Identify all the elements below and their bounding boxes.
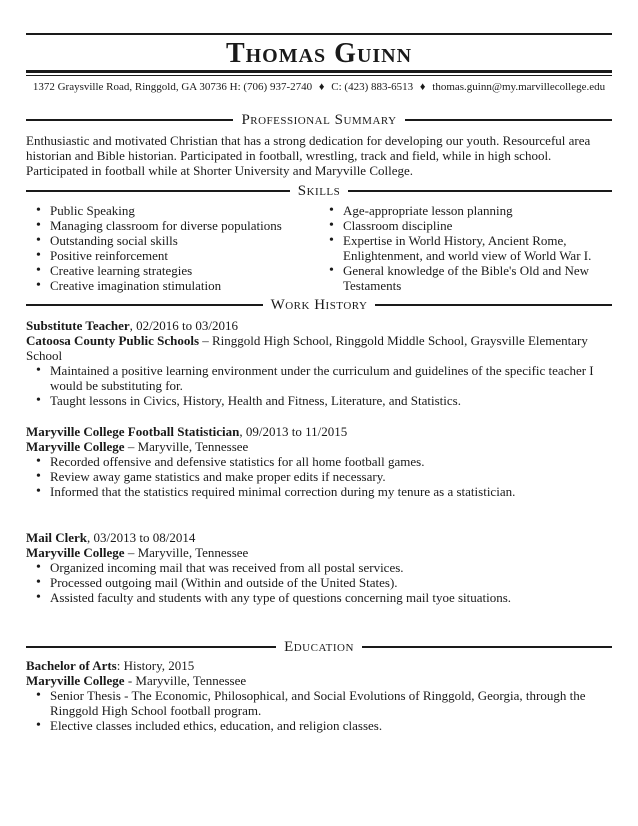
email: thomas.guinn@my.marvillecollege.edu: [432, 81, 606, 93]
candidate-name: Thomas Guinn: [225, 38, 413, 69]
job-location: – Maryville, Tennessee: [124, 545, 249, 560]
work-title: Work History: [270, 296, 368, 313]
job-employer: Catoosa County Public Schools: [26, 333, 199, 348]
job-role: Maryville College Football Statistician: [26, 424, 240, 439]
job-entry: [26, 530, 612, 605]
degree-field: : History, 2015: [116, 658, 195, 673]
summary-text: Enthusiastic and motivated Christian that has a strong dedication for developing our youth. Resourceful area historian and Bible historian. Participated in football, wrestling, track and field, while in high school. Participated in football while at Shorter University and Maryville College.: [26, 133, 591, 178]
skills-heading: [26, 182, 612, 200]
school-location: - Maryville, Tennessee: [124, 673, 247, 688]
job-location: – Maryville, Tennessee: [124, 439, 249, 454]
skills-left: [26, 203, 316, 293]
home-phone: H: (706) 937-2740: [229, 81, 313, 93]
job-bullet: • Review away game statistics and make proper edits if necessary.: [26, 469, 612, 484]
job-role: Substitute Teacher: [26, 318, 130, 333]
school: Maryville College: [26, 673, 125, 688]
job-location: – Ringgold High School, Ringgold Middle School, Graysville Elementary School: [26, 333, 588, 363]
degree: Bachelor of Arts: [26, 658, 117, 673]
work-heading: [26, 296, 612, 314]
education-title: Education: [284, 638, 354, 655]
education-heading: [26, 638, 612, 656]
summary-title: Professional Summary: [241, 111, 397, 128]
job-bullet: • Taught lessons in Civics, History, Health and Fitness, Literature, and Statistics.: [26, 393, 612, 408]
contact-line: [26, 81, 612, 93]
job-bullet: • Organized incoming mail that was received from all postal services.: [26, 560, 612, 575]
job-entry: [26, 424, 612, 499]
name-rule-thick: [26, 70, 612, 73]
job-employer: Maryville College: [26, 439, 125, 454]
skill-item: • Expertise in World History, Ancient Rome, Enlightenment, and world view of World War I.: [319, 233, 609, 263]
education-bullet: • Senior Thesis - The Economic, Philosophical, and Social Evolutions of Ringgold, Georgia, through the Ringgold High School football program.: [26, 688, 612, 718]
skill-item: • Creative imagination stimulation: [26, 278, 316, 293]
job-bullet: • Informed that the statistics required minimal correction during my tenure as a statistician.: [26, 484, 612, 499]
education-bullet: • Elective classes included ethics, education, and religion classes.: [26, 718, 612, 733]
skill-item: • Outstanding social skills: [26, 233, 316, 248]
skill-item: • Creative learning strategies: [26, 263, 316, 278]
job-bullet: • Maintained a positive learning environment under the curriculum and guidelines of the specific teacher I would be substituting for.: [26, 363, 612, 393]
job-role: Mail Clerk: [26, 530, 88, 545]
skill-item: • Public Speaking: [26, 203, 316, 218]
job-bullet: • Processed outgoing mail (Within and outside of the United States).: [26, 575, 612, 590]
job-dates: , 03/2013 to 08/2014: [87, 530, 196, 545]
job-dates: , 09/2013 to 11/2015: [239, 424, 348, 439]
address: 1372 Graysville Road, Ringgold, GA 30736: [32, 81, 227, 93]
separator-icon: ♦: [419, 81, 426, 93]
summary-heading: [26, 111, 612, 129]
skill-item: • Managing classroom for diverse populations: [26, 218, 316, 233]
skill-item: • Age-appropriate lesson planning: [319, 203, 609, 218]
top-rule: [26, 33, 612, 35]
skills-title: Skills: [297, 182, 341, 199]
cell-phone: C: (423) 883-6513: [331, 81, 414, 93]
skills-right: [319, 203, 609, 293]
name-rule-thin: [26, 75, 612, 76]
skill-item: • General knowledge of the Bible's Old and New Testaments: [319, 263, 609, 293]
job-employer: Maryville College: [26, 545, 125, 560]
job-dates: , 02/2016 to 03/2016: [129, 318, 238, 333]
job-bullet: • Recorded offensive and defensive statistics for all home football games.: [26, 454, 612, 469]
skill-item: • Classroom discipline: [319, 218, 609, 233]
education-entry: [26, 658, 612, 733]
job-bullet: • Assisted faculty and students with any type of questions concerning mail tyoe situations.: [26, 590, 612, 605]
separator-icon: ♦: [318, 81, 325, 93]
skill-item: • Positive reinforcement: [26, 248, 316, 263]
job-entry: [26, 318, 612, 408]
